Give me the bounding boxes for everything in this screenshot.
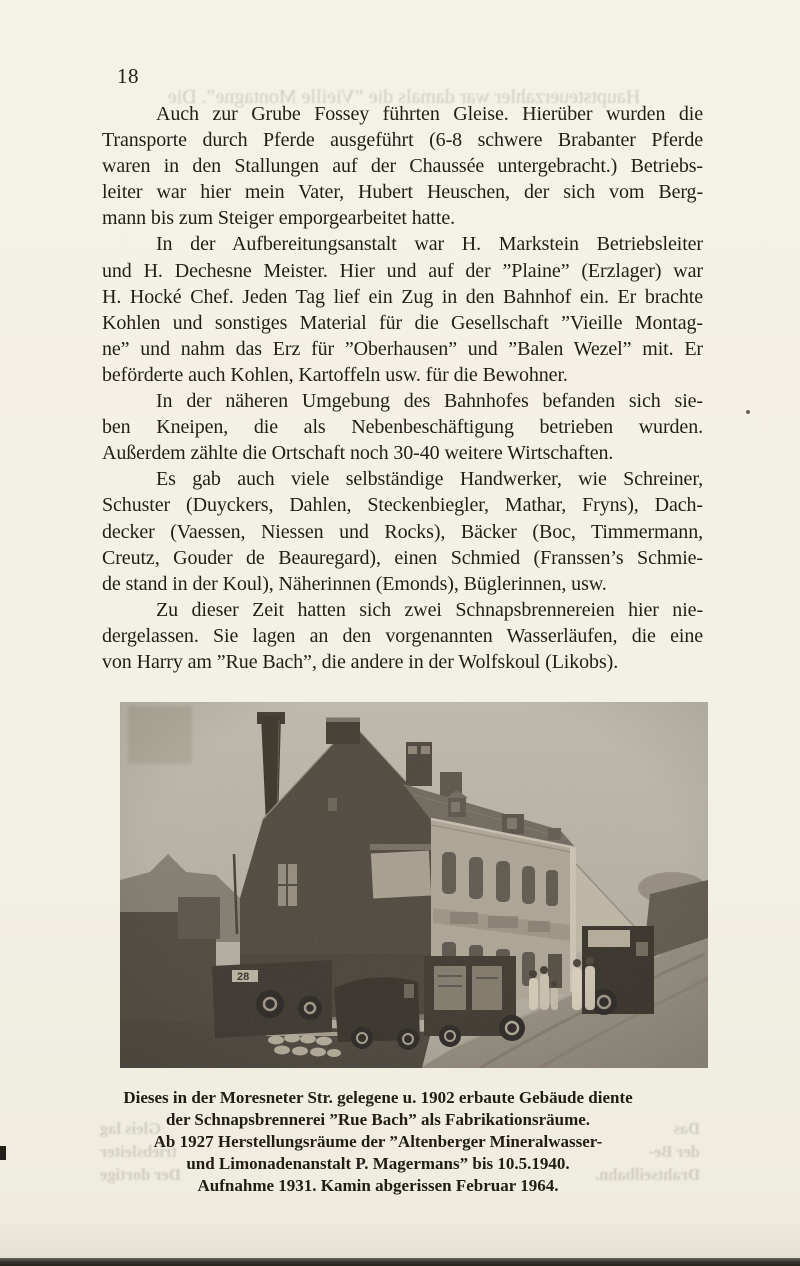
- text-line: Auch zur Grube Fossey führten Gleise. Hierüber wurden die: [156, 103, 703, 125]
- text-line: waren in den Stallungen auf der Chaussée untergebracht.) Betriebs-: [102, 155, 703, 178]
- text-line: Schuster (Duyckers, Dahlen, Steckenbiegler, Mathar, Fryns), Dach-: [102, 494, 703, 517]
- text-line: ne” und nahm das Erz für ”Oberhausen” und ”Balen Wezel” mit. Er: [102, 337, 703, 360]
- text-line: mann bis zum Steiger emporgearbeitet hatte.: [102, 207, 455, 230]
- photo-vignette: [120, 702, 708, 1068]
- ghost-showthrough-top: Hauptsteuerzahler war damals die ”Vieille Montagne”. Die: [167, 86, 641, 108]
- text-line: Es gab auch viele selbständige Handwerker, wie Schreiner,: [156, 468, 703, 491]
- text-line: Zu dieser Zeit hatten sich zwei Schnapsbrennereien hier nie-: [156, 598, 703, 621]
- ghost-fragment: triebsleiter: [100, 1142, 177, 1161]
- caption-line: und Limonadenanstalt P. Magermans” bis 10.5.1940.: [186, 1154, 570, 1173]
- caption-line: der Schnapsbrennerei ”Rue Bach” als Fabrikationsräume.: [165, 1110, 591, 1129]
- ghost-fragment: Das: [673, 1119, 700, 1138]
- text-line: Creutz, Gouder de Beauregard), einen Schmied (Franssen’s Schmie-: [102, 546, 703, 569]
- page-number: 18: [117, 64, 139, 88]
- text-line: beförderte auch Kohlen, Kartoffeln usw. für die Bewohner.: [102, 363, 568, 386]
- text-line: leiter war hier mein Vater, Hubert Heuschen, der sich vom Berg-: [102, 181, 703, 204]
- text-line: Außerdem zählte die Ortschaft noch 30-40 weitere Wirtschaften.: [102, 442, 614, 465]
- photo-caption: [78, 1087, 678, 1197]
- ink-speck: [746, 410, 750, 414]
- text-line: ben Kneipen, die als Nebenbeschäftigung betrieben wurden.: [102, 416, 703, 439]
- text-line: Transporte durch Pferde ausgeführt (6-8 schwere Brabanter Pferde: [102, 129, 703, 152]
- ghost-fragment: Der dortige: [100, 1165, 181, 1184]
- text-line: In der näheren Umgebung des Bahnhofes befanden sich sie-: [156, 390, 703, 413]
- text-line: dergelassen. Sie lagen an den vorgenannten Wasserläufen, die eine: [102, 624, 703, 647]
- ghost-fragment: Drahtseilbahn.: [595, 1165, 700, 1184]
- caption-line: Dieses in der Moresneter Str. gelegene u. 1902 erbaute Gebäude diente: [123, 1088, 633, 1107]
- text-line: de stand in der Koul), Näherinnen (Emonds), Büglerinnen, usw.: [102, 572, 607, 595]
- text-line: decker (Vaessen, Niessen und Rocks), Bäcker (Boc, Timmermann,: [102, 520, 703, 543]
- caption-line: Ab 1927 Herstellungsräume der ”Altenberger Mineralwasser-: [153, 1132, 603, 1151]
- scan-edge-mark: [0, 1146, 6, 1160]
- text-line: In der Aufbereitungsanstalt war H. Markstein Betriebsleiter: [156, 233, 703, 256]
- text-line: H. Hocké Chef. Jeden Tag lief ein Zug in den Bahnhof ein. Er brachte: [102, 285, 703, 308]
- scan-bottom-edge: [0, 1258, 800, 1266]
- text-line: Kohlen und sonstiges Material für die Gesellschaft ”Vieille Montag-: [102, 311, 703, 334]
- text-line: und H. Dechesne Meister. Hier und auf der ”Plaine” (Erzlager) war: [102, 259, 703, 282]
- ghost-fragment: Gleis lag: [100, 1119, 161, 1138]
- photograph: [120, 702, 708, 1068]
- caption-line: Aufnahme 1931. Kamin abgerissen Februar 1964.: [197, 1176, 559, 1195]
- text-line: von Harry am ”Rue Bach”, die andere in der Wolfskoul (Likobs).: [102, 650, 619, 673]
- body-text: [102, 101, 703, 675]
- ghost-fragment: der Be-: [648, 1142, 700, 1161]
